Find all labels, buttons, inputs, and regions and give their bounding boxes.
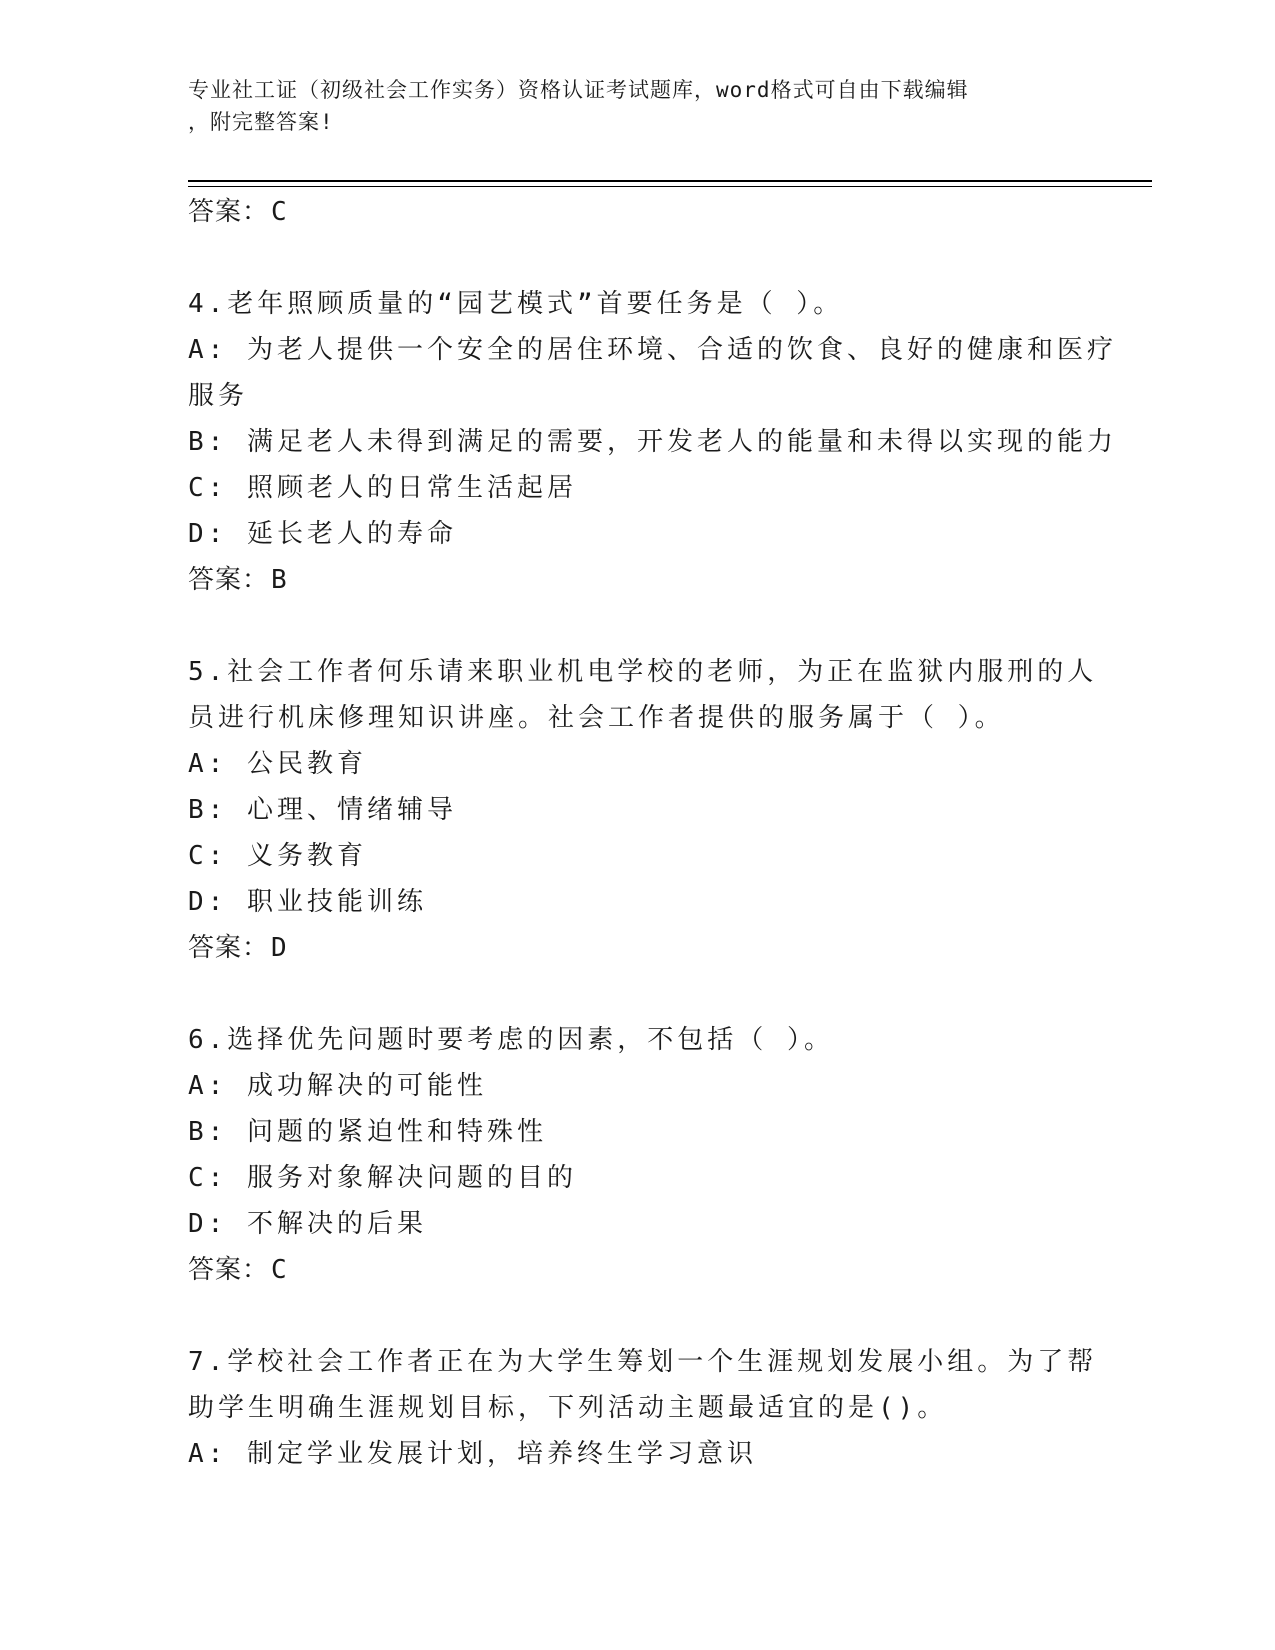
answer-line [188,1247,1088,1293]
option-line: B: 问题的紧迫性和特殊性 [188,1117,547,1147]
answer-line [188,557,1088,603]
answer-label: 答案： [188,1255,270,1285]
option-line: C: 义务教育 [188,841,367,871]
document-header [188,74,1088,138]
option-line: D: 职业技能训练 [188,887,427,917]
questions-container [188,235,1117,1477]
header-rule-thin [188,186,1152,187]
header-line-1: 专业社工证（初级社会工作实务）资格认证考试题库，word格式可自由下载编辑 [188,78,969,102]
option-line: D: 不解决的后果 [188,1209,427,1239]
question-block [188,649,1098,971]
option-line: A: 成功解决的可能性 [188,1071,487,1101]
option-line: 服务 [188,381,249,411]
question-block [188,281,1117,603]
answer-value: B [271,565,288,595]
option-line: C: 照顾老人的日常生活起居 [188,473,577,503]
question-gap [188,971,1088,1017]
question-block [188,1339,1098,1477]
question-stem-line: 5.社会工作者何乐请来职业机电学校的老师，为正在监狱内服刑的人 [188,657,1098,687]
question-stem-line: 员进行机床修理知识讲座。社会工作者提供的服务属于（ ）。 [188,703,1005,733]
option-line: A: 公民教育 [188,749,367,779]
header-rule-thick [188,180,1152,182]
option-line: C: 服务对象解决问题的目的 [188,1163,577,1193]
question-gap [188,603,1088,649]
answer-line [188,189,1088,235]
option-line: A: 制定学业发展计划，培养终生学习意识 [188,1439,757,1469]
option-line: B: 满足老人未得到满足的需要，开发老人的能量和未得以实现的能力 [188,427,1117,457]
question-stem-line: 4.老年照顾质量的“园艺模式”首要任务是（ ）。 [188,289,844,319]
question-block [188,1017,1088,1293]
question-stem-line: 7.学校社会工作者正在为大学生筹划一个生涯规划发展小组。为了帮 [188,1347,1098,1377]
question-list [188,189,1117,1477]
option-line: D: 延长老人的寿命 [188,519,457,549]
option-line: B: 心理、情绪辅导 [188,795,457,825]
answer-label: 答案： [188,565,270,595]
answer-label: 答案： [188,933,270,963]
answer-value: C [271,1255,288,1285]
question-gap [188,1293,1088,1339]
question-stem-line: 助学生明确生涯规划目标，下列活动主题最适宜的是()。 [188,1393,948,1423]
answer-value: C [271,197,288,227]
answer-label: 答案： [188,197,270,227]
answer-value: D [271,933,288,963]
answer-line [188,925,1088,971]
header-line-2: ，附完整答案! [188,110,334,134]
option-line: A: 为老人提供一个安全的居住环境、合适的饮食、良好的健康和医疗 [188,335,1117,365]
question-stem-line: 6.选择优先问题时要考虑的因素，不包括（ ）。 [188,1025,834,1055]
question-gap [188,235,1088,281]
